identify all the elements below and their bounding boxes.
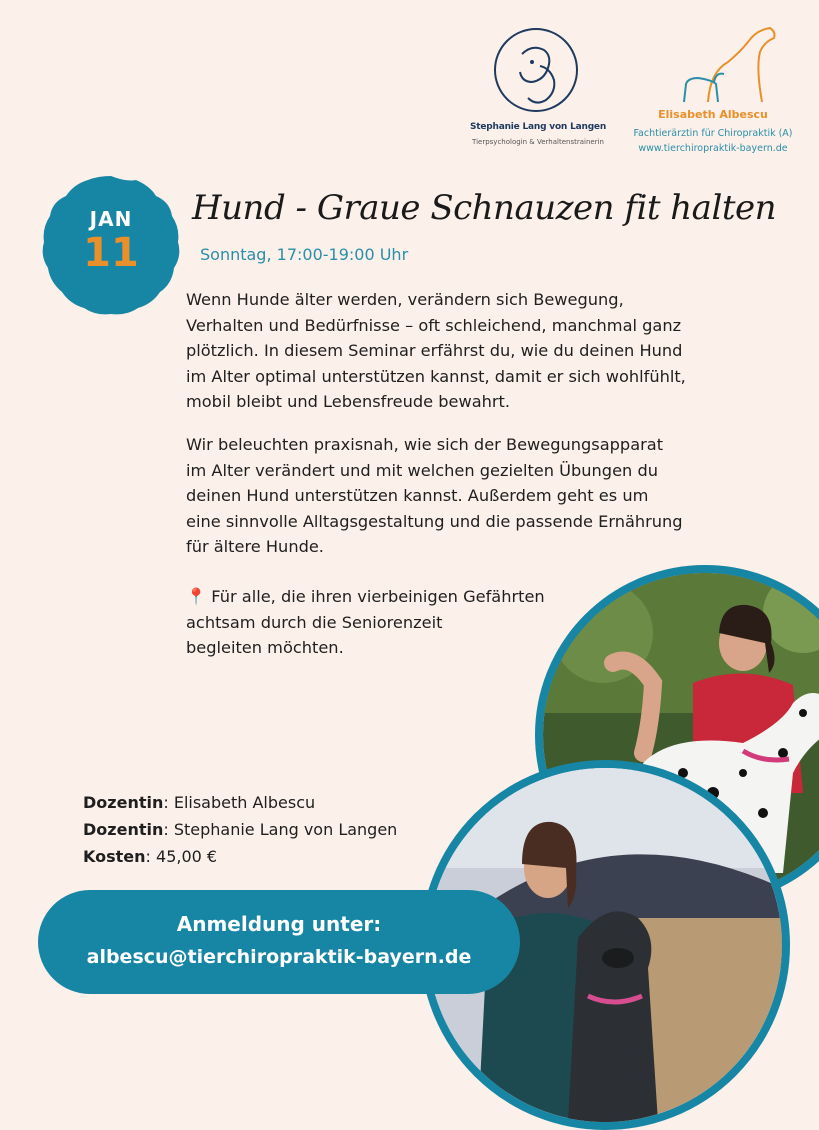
instructor-label: Dozentin xyxy=(83,793,164,812)
text-line: Wir beleuchten praxisnah, wie sich der Bewegungsapparat xyxy=(186,435,664,454)
logo-left-name: Stephanie Lang von Langen xyxy=(469,122,607,132)
text-line: 📍 Für alle, die ihren vierbeinigen Gefährten xyxy=(186,587,545,606)
instructor-2-name: : Stephanie Lang von Langen xyxy=(163,820,398,839)
cost-label: Kosten xyxy=(83,847,146,866)
text-line: plötzlich. In diesem Seminar erfährst du, wie du deinen Hund xyxy=(186,341,683,360)
text-line: für ältere Hunde. xyxy=(186,537,324,556)
text-line: im Alter verändert und mit welchen gezielten Übungen du xyxy=(186,460,658,480)
registration-label: Anmeldung unter: xyxy=(176,912,382,936)
description-paragraph-1 xyxy=(186,287,766,415)
event-title: Hund - Graue Schnauzen fit halten xyxy=(192,188,777,228)
description-paragraph-2 xyxy=(186,432,766,560)
event-time: Sonntag, 17:00-19:00 Uhr xyxy=(200,245,409,264)
instructor-1-name: : Elisabeth Albescu xyxy=(163,793,316,812)
logo-right-url: www.tierchiropraktik-bayern.de xyxy=(638,143,788,154)
logo-stephanie xyxy=(468,22,608,162)
date-day: 11 xyxy=(83,230,139,276)
cat-dog-logo-icon xyxy=(492,26,580,114)
instructor-label: Dozentin xyxy=(83,820,164,839)
date-badge xyxy=(38,172,184,318)
registration-banner[interactable] xyxy=(38,890,520,994)
logo-right-subtitle: Fachtierärztin für Chiropraktik (A) xyxy=(633,128,793,139)
text-line: begleiten möchten. xyxy=(186,638,344,657)
date-month: JAN xyxy=(89,207,133,231)
logo-left-subtitle: Tierpsychologin & Verhaltenstrainerin xyxy=(472,138,604,146)
text-line: mobil bleibt und Lebensfreude bewahrt. xyxy=(186,392,511,411)
instructor-2 xyxy=(83,820,397,839)
registration-email-link[interactable]: albescu@tierchiropraktik-bayern.de xyxy=(86,946,472,968)
text-line: Verhalten und Bedürfnisse – oft schleichend, manchmal ganz xyxy=(186,315,682,335)
text-line: deinen Hund unterstützen kannst. Außerdem geht es um xyxy=(186,486,649,505)
text-line: eine sinnvolle Alltagsgestaltung und die passende Ernährung xyxy=(186,511,683,531)
horse-dog-logo-icon xyxy=(678,22,788,106)
cost-value: : 45,00 € xyxy=(145,847,218,866)
description-paragraph-3 xyxy=(186,584,586,661)
logo-albescu xyxy=(628,22,798,162)
text-line: Wenn Hunde älter werden, verändern sich Bewegung, xyxy=(186,290,624,309)
logo-right-name: Elisabeth Albescu xyxy=(658,108,768,121)
instructor-1 xyxy=(83,793,315,812)
text-line: achtsam durch die Seniorenzeit xyxy=(186,612,443,632)
text-line: im Alter optimal unterstützen kannst, damit er sich wohlfühlt, xyxy=(186,366,686,386)
cost xyxy=(83,847,217,866)
